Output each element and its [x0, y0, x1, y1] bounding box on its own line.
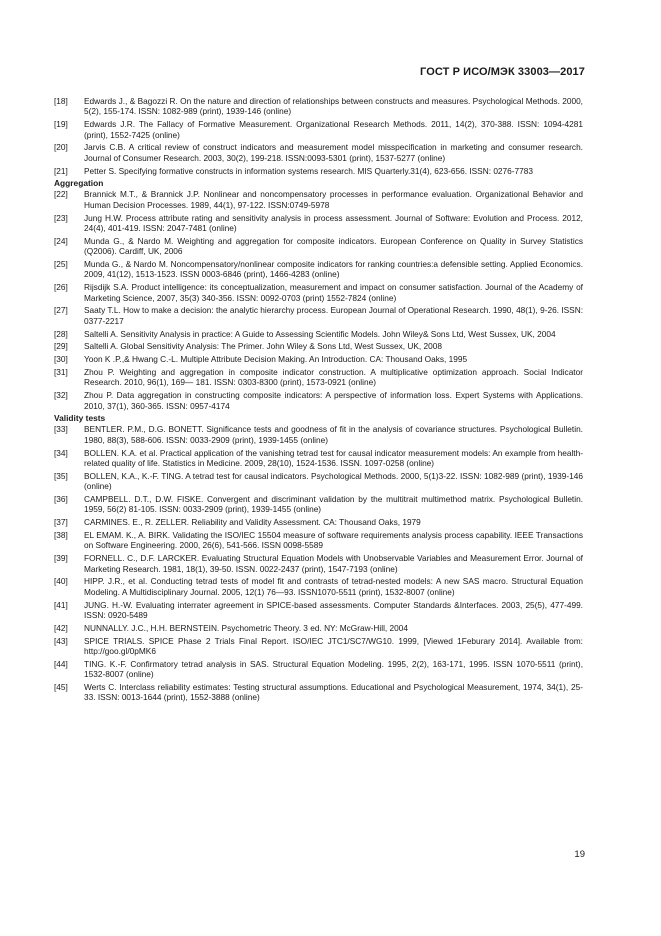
reference-group	[54, 413, 583, 702]
reference-text: Saltelli A. Global Sensitivity Analysis: The Primer. John Wiley & Sons Ltd, West Sussex, UK, 2008	[84, 341, 443, 352]
reference-text: Zhou P. Data aggregation in constructing composite indicators: A perspective of information loss. Expert Systems with Applications. 2010, 37(1), 360-365. ISSN: 0957-4174	[84, 390, 583, 411]
reference-number: [33]	[54, 424, 68, 435]
reference-entry	[54, 166, 583, 176]
reference-number: [34]	[54, 447, 68, 458]
reference-entry	[54, 494, 583, 515]
reference-group	[54, 96, 583, 176]
reference-number: [36]	[54, 494, 68, 505]
reference-number: [25]	[54, 259, 68, 270]
reference-entry	[54, 341, 583, 351]
reference-entry	[54, 213, 583, 234]
reference-entry	[54, 282, 583, 303]
reference-entry	[54, 142, 583, 163]
reference-number: [39]	[54, 553, 68, 564]
reference-text: Saltelli A. Sensitivity Analysis in practice: A Guide to Assessing Scientific Models. John Wiley& Sons Ltd, West Sussex, UK, 2004	[84, 328, 556, 339]
reference-number: [26]	[54, 282, 68, 293]
reference-number: [22]	[54, 189, 68, 200]
reference-text: Werts C. Interclass reliability estimates: Testing structural assumptions. Educational and Psychological Measurement, 1974, 34(1), 25-33. ISSN: 0013-1644 (print), 1552-3888 (online)	[84, 682, 583, 703]
reference-number: [30]	[54, 354, 68, 365]
reference-text: JUNG. H.-W. Evaluating interrater agreement in SPICE-based assessments. Computer Standards &Interfaces. 2003, 25(5), 477-499. ISSN: 0920-5489	[84, 599, 583, 621]
reference-number: [21]	[54, 165, 68, 176]
reference-number: [31]	[54, 367, 68, 378]
reference-entry	[54, 189, 583, 210]
reference-number: [38]	[54, 530, 68, 541]
reference-group	[54, 178, 583, 411]
reference-number: [28]	[54, 328, 68, 339]
reference-text: Yoon K .P.,& Hwang C.-L. Multiple Attribute Decision Making. An Introduction. CA: Thousand Oaks, 1995	[84, 354, 468, 365]
reference-number: [24]	[54, 235, 68, 246]
reference-entry	[54, 530, 583, 551]
reference-entry	[54, 236, 583, 257]
reference-text: SPICE TRIALS. SPICE Phase 2 Trials Final Report. ISO/IEC JTC1/SC7/WG10. 1999, [Viewed 1Feburary 2014]. Available from: http://goo.gl/0pMK6	[84, 635, 583, 657]
reference-text: HIPP. J.R., et al. Conducting tetrad tests of model fit and contrasts of tetrad-nested models: A new SAS macro. Structural Equation Modeling. A Multidisciplinary Journal. 2005, 12(1) 76—93. ISSN1070-5511 (print), 1532-8007 (online)	[84, 576, 583, 597]
reference-text: EL EMAM. K., A. BIRK. Validating the ISO/IEC 15504 measure of software requirements analysis process capability. IEEE Transactions on Software Engineering. 2000, 26(6), 541-566. ISSN 0098-5589	[84, 530, 583, 551]
reference-number: [45]	[54, 682, 68, 693]
reference-entry	[54, 424, 583, 445]
reference-number: [29]	[54, 341, 68, 352]
reference-number: [44]	[54, 658, 68, 669]
section-title: Aggregation	[54, 178, 104, 189]
reference-number: [40]	[54, 576, 68, 587]
reference-text: CAMPBELL. D.T., D.W. FISKE. Convergent and discriminant validation by the multitrait multimethod matrix. Psychological Bulletin. 1959, 56(2) 81-105. ISSN: 0033-2909 (print), 1939-1455 (online)	[84, 494, 583, 515]
reference-entry	[54, 517, 583, 527]
reference-number: [32]	[54, 390, 68, 401]
reference-number: [23]	[54, 212, 68, 223]
reference-text: Saaty T.L. How to make a decision: the analytic hierarchy process. European Journal of Operational Research. 1990, 48(1), 9-26. ISSN: 0377-2217	[84, 305, 583, 326]
reference-number: [37]	[54, 517, 68, 528]
reference-number: [20]	[54, 142, 68, 153]
reference-text: Brannick M.T., & Brannick J.P. Nonlinear and noncompensatory processes in performance evaluation. Organizational Behavior and Human Decision Processes. 1989, 44(1), 97-122. ISSN:0749-5978	[84, 189, 583, 210]
reference-text: Edwards J.R. The Fallacy of Formative Measurement. Organizational Research Methods. 2011, 14(2), 370-388. ISSN: 1094-4281 (print), 1552-7425 (online)	[84, 119, 583, 140]
reference-entry	[54, 553, 583, 574]
reference-text: Jarvis C.B. A critical review of construct indicators and measurement model misspecification in marketing and consumer research. Journal of Consumer Research. 2003, 30(2), 199-218. ISSN:0093-5301 (print), 1537-5277 (online)	[84, 142, 583, 163]
reference-entry	[54, 623, 583, 633]
reference-entry	[54, 329, 583, 339]
reference-entry	[54, 96, 583, 117]
reference-text: Jung H.W. Process attribute rating and sensitivity analysis in process assessment. Journal of Software: Evolution and Process. 2012, 24(4), 401-419. ISSN: 2047-7481 (online)	[84, 212, 583, 234]
reference-text: FORNELL. C., D.F. LARCKER. Evaluating Structural Equation Models with Unobservable Variables and Measurement Error. Journal of Marketing Research. 1981, 18(1), 39-50. ISSN. 0022-2437 (print), 1547-7193 (online)	[84, 553, 583, 574]
reference-entry	[54, 354, 583, 364]
reference-entry	[54, 367, 583, 388]
reference-number: [43]	[54, 635, 68, 646]
reference-entry	[54, 636, 583, 657]
reference-number: [27]	[54, 305, 68, 316]
reference-entry	[54, 576, 583, 597]
reference-number: [42]	[54, 622, 68, 633]
section-title: Validity tests	[54, 413, 106, 424]
reference-text: Edwards J., & Bagozzi R. On the nature and direction of relationships between constructs and measures. Psychological Methods. 2000, 5(2), 155-174. ISSN: 1082-989 (print), 1939-146 (online)	[84, 96, 583, 117]
reference-text: BOLLEN, K.A., K.-F. TING. A tetrad test for causal indicators. Psychological Methods. 2000, 5(1)3-22. ISSN: 1082-989 (print), 1939-146 (online)	[84, 470, 583, 492]
reference-text: Petter S. Specifying formative constructs in information systems research. MIS Quarterly.31(4), 623-656. ISSN: 0276-7783	[84, 165, 533, 176]
reference-number: [18]	[54, 96, 68, 106]
page-number: 19	[574, 849, 585, 860]
reference-entry	[54, 305, 583, 326]
reference-text: Munda G., & Nardo M. Noncompensatory/nonlinear composite indicators for ranking countries:a defensible setting. Applied Economics. 2009, 41(12), 1513-1523. ISSN 0003-6846 (print), 1466-4283 (online)	[84, 259, 583, 280]
reference-entry	[54, 390, 583, 411]
reference-entry	[54, 448, 583, 469]
reference-number: [41]	[54, 599, 68, 610]
reference-number: [19]	[54, 119, 68, 130]
reference-entry	[54, 682, 583, 703]
reference-text: TING. K.-F. Confirmatory tetrad analysis in SAS. Structural Equation Modeling. 1995, 2(2), 163-171, 1995. ISSN 1070-5511 (print), 1532-8007 (online)	[84, 658, 583, 680]
reference-entry	[54, 119, 583, 140]
references-list	[54, 96, 583, 705]
reference-text: BOLLEN. K.A. et al. Practical application of the vanishing tetrad test for causal indicator measurement models: An example from health-related quality of life. Statistics in Medicine. 2009, 28(10), 1524-1536. ISSN. 1097-0258 (online)	[84, 447, 583, 469]
reference-number: [35]	[54, 470, 68, 481]
reference-text: NUNNALLY. J.C., H.H. BERNSTEIN. Psychometric Theory. 3 ed. NY: McGraw-Hill, 2004	[84, 622, 408, 633]
reference-entry	[54, 600, 583, 621]
reference-text: Rijsdijk S.A. Product intelligence: its conceptualization, measurement and impact on consumer satisfaction. Journal of the Academy of Marketing Science, 2007, 35(3) 340-356. ISSN: 0092-0703 (print) 1552-7824 (online)	[84, 282, 583, 303]
page-header-standard-code: ГОСТ Р ИСО/МЭК 33003—2017	[420, 66, 585, 78]
reference-entry	[54, 471, 583, 492]
reference-text: BENTLER. P.M., D.G. BONETT. Significance tests and goodness of fit in the analysis of covariance structures. Psychological Bulletin. 1980, 88(3), 588-606. ISSN: 0033-2909 (print), 1939-1455 (online)	[84, 424, 583, 445]
reference-text: Zhou P. Weighting and aggregation in composite indicator construction. A multiplicative optimization approach. Social Indicator Research. 2010, 96(1), 169— 181. ISSN: 0303-8300 (print), 1573-0921 (online)	[84, 367, 583, 388]
reference-entry	[54, 659, 583, 680]
reference-entry	[54, 259, 583, 280]
reference-text: CARMINES. E., R. ZELLER. Reliability and Validity Assessment. CA: Thousand Oaks, 1979	[84, 517, 421, 528]
reference-text: Munda G., & Nardo M. Weighting and aggregation for composite indicators. European Conference on Quality in Survey Statistics (Q2006). Cardiff, UK, 2006	[84, 235, 583, 257]
